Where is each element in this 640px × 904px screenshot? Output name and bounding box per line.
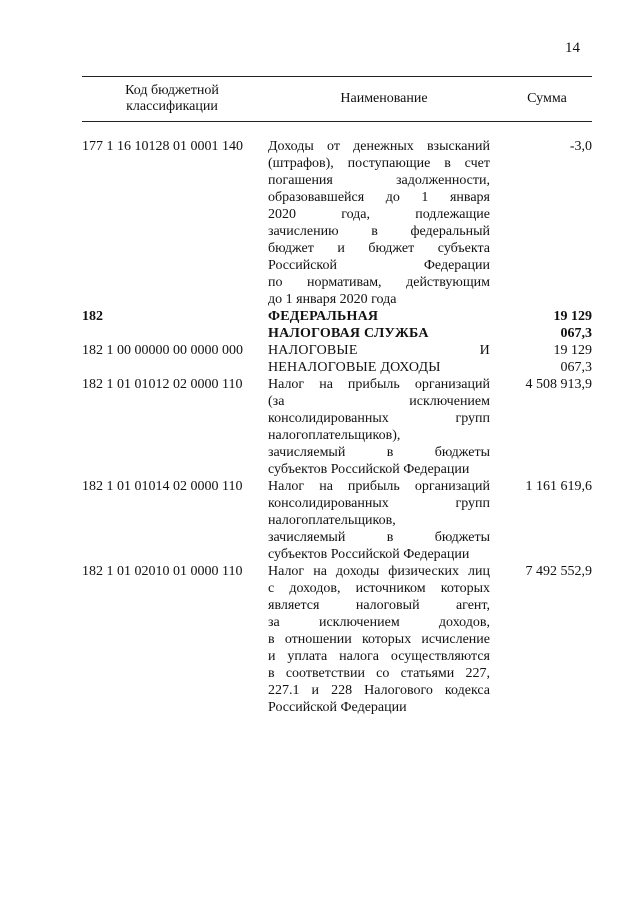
table-row xyxy=(82,138,592,308)
row-name-line: и уплата налога осуществляются xyxy=(268,649,490,664)
header-sum: Сумма xyxy=(527,91,567,106)
row-sum-line: 067,3 xyxy=(560,326,592,341)
row-name-line: (за исключением xyxy=(268,394,490,409)
row-name xyxy=(268,342,490,376)
row-name-line: погашения задолженности, xyxy=(268,173,490,188)
row-sum xyxy=(490,308,592,342)
row-sum-line: 4 508 913,9 xyxy=(525,377,592,392)
row-sum xyxy=(490,138,592,308)
table-row xyxy=(82,308,592,342)
row-name-line: за исключением доходов, xyxy=(268,615,490,630)
row-name xyxy=(268,478,490,563)
row-sum xyxy=(490,376,592,478)
row-name-line: НЕНАЛОГОВЫЕ ДОХОДЫ xyxy=(268,360,441,375)
row-name-line: НАЛОГОВАЯ СЛУЖБА xyxy=(268,326,429,341)
row-sum-line: 1 161 619,6 xyxy=(525,479,592,494)
row-code: 182 1 00 00000 00 0000 000 xyxy=(82,343,243,358)
row-name xyxy=(268,138,490,308)
row-sum xyxy=(490,342,592,376)
row-name-line: Российской Федерации xyxy=(268,700,407,715)
row-name-line: консолидированных групп xyxy=(268,496,490,511)
row-code: 177 1 16 10128 01 0001 140 xyxy=(82,139,243,154)
row-code: 182 1 01 01012 02 0000 110 xyxy=(82,377,243,392)
table-row xyxy=(82,478,592,563)
table-row xyxy=(82,376,592,478)
row-name-line: консолидированных групп xyxy=(268,411,490,426)
row-name-line: зачисляемый в бюджеты xyxy=(268,530,490,545)
table-row xyxy=(82,563,592,716)
row-name xyxy=(268,563,490,716)
row-name-line: Налог на прибыль организаций xyxy=(268,479,490,494)
row-name-line: Налог на прибыль организаций xyxy=(268,377,490,392)
table-body xyxy=(82,138,592,716)
row-name-line: до 1 января 2020 года xyxy=(268,292,397,307)
row-sum xyxy=(490,478,592,563)
row-name-line: ФЕДЕРАЛЬНАЯ xyxy=(268,309,379,324)
page-number: 14 xyxy=(565,40,580,56)
row-name-line: налогоплательщиков, xyxy=(268,513,396,528)
row-name-line: субъектов Российской Федерации xyxy=(268,462,470,477)
row-name xyxy=(268,308,490,342)
table-header xyxy=(82,76,592,122)
row-name-line: 2020 года, подлежащие xyxy=(268,207,490,222)
row-sum-line: -3,0 xyxy=(569,139,592,154)
row-name-line: в соответствии со статьями 227, xyxy=(268,666,490,681)
row-name-line: в отношении которых исчисление xyxy=(268,632,490,647)
row-name-line: Налог на доходы физических лиц xyxy=(268,564,490,579)
header-name: Наименование xyxy=(340,91,428,106)
row-name-line: образовавшейся до 1 января xyxy=(268,190,490,205)
row-name-line: НАЛОГОВЫЕ И xyxy=(268,343,490,358)
row-sum-line: 7 492 552,9 xyxy=(525,564,592,579)
row-code: 182 xyxy=(82,309,103,324)
row-code: 182 1 01 02010 01 0000 110 xyxy=(82,564,243,579)
row-name-line: субъектов Российской Федерации xyxy=(268,547,470,562)
row-sum-line: 19 129 xyxy=(553,309,592,324)
table-row xyxy=(82,342,592,376)
row-name-line: по нормативам, действующим xyxy=(268,275,490,290)
row-name-line: зачислению в федеральный xyxy=(268,224,490,239)
row-sum xyxy=(490,563,592,716)
row-name-line: является налоговый агент, xyxy=(268,598,490,613)
row-sum-line: 067,3 xyxy=(560,360,592,375)
header-code: Код бюджетной классификации xyxy=(125,83,219,114)
row-name-line: зачисляемый в бюджеты xyxy=(268,445,490,460)
row-name-line: бюджет и бюджет субъекта xyxy=(268,241,490,256)
row-name-line: Российской Федерации xyxy=(268,258,490,273)
row-code: 182 1 01 01014 02 0000 110 xyxy=(82,479,243,494)
row-name-line: (штрафов), поступающие в счет xyxy=(268,156,490,171)
row-name xyxy=(268,376,490,478)
row-name-line: налогоплательщиков), xyxy=(268,428,401,443)
row-name-line: с доходов, источником которых xyxy=(268,581,490,596)
row-name-line: Доходы от денежных взысканий xyxy=(268,139,490,154)
row-name-line: 227.1 и 228 Налогового кодекса xyxy=(268,683,490,698)
row-sum-line: 19 129 xyxy=(553,343,592,358)
